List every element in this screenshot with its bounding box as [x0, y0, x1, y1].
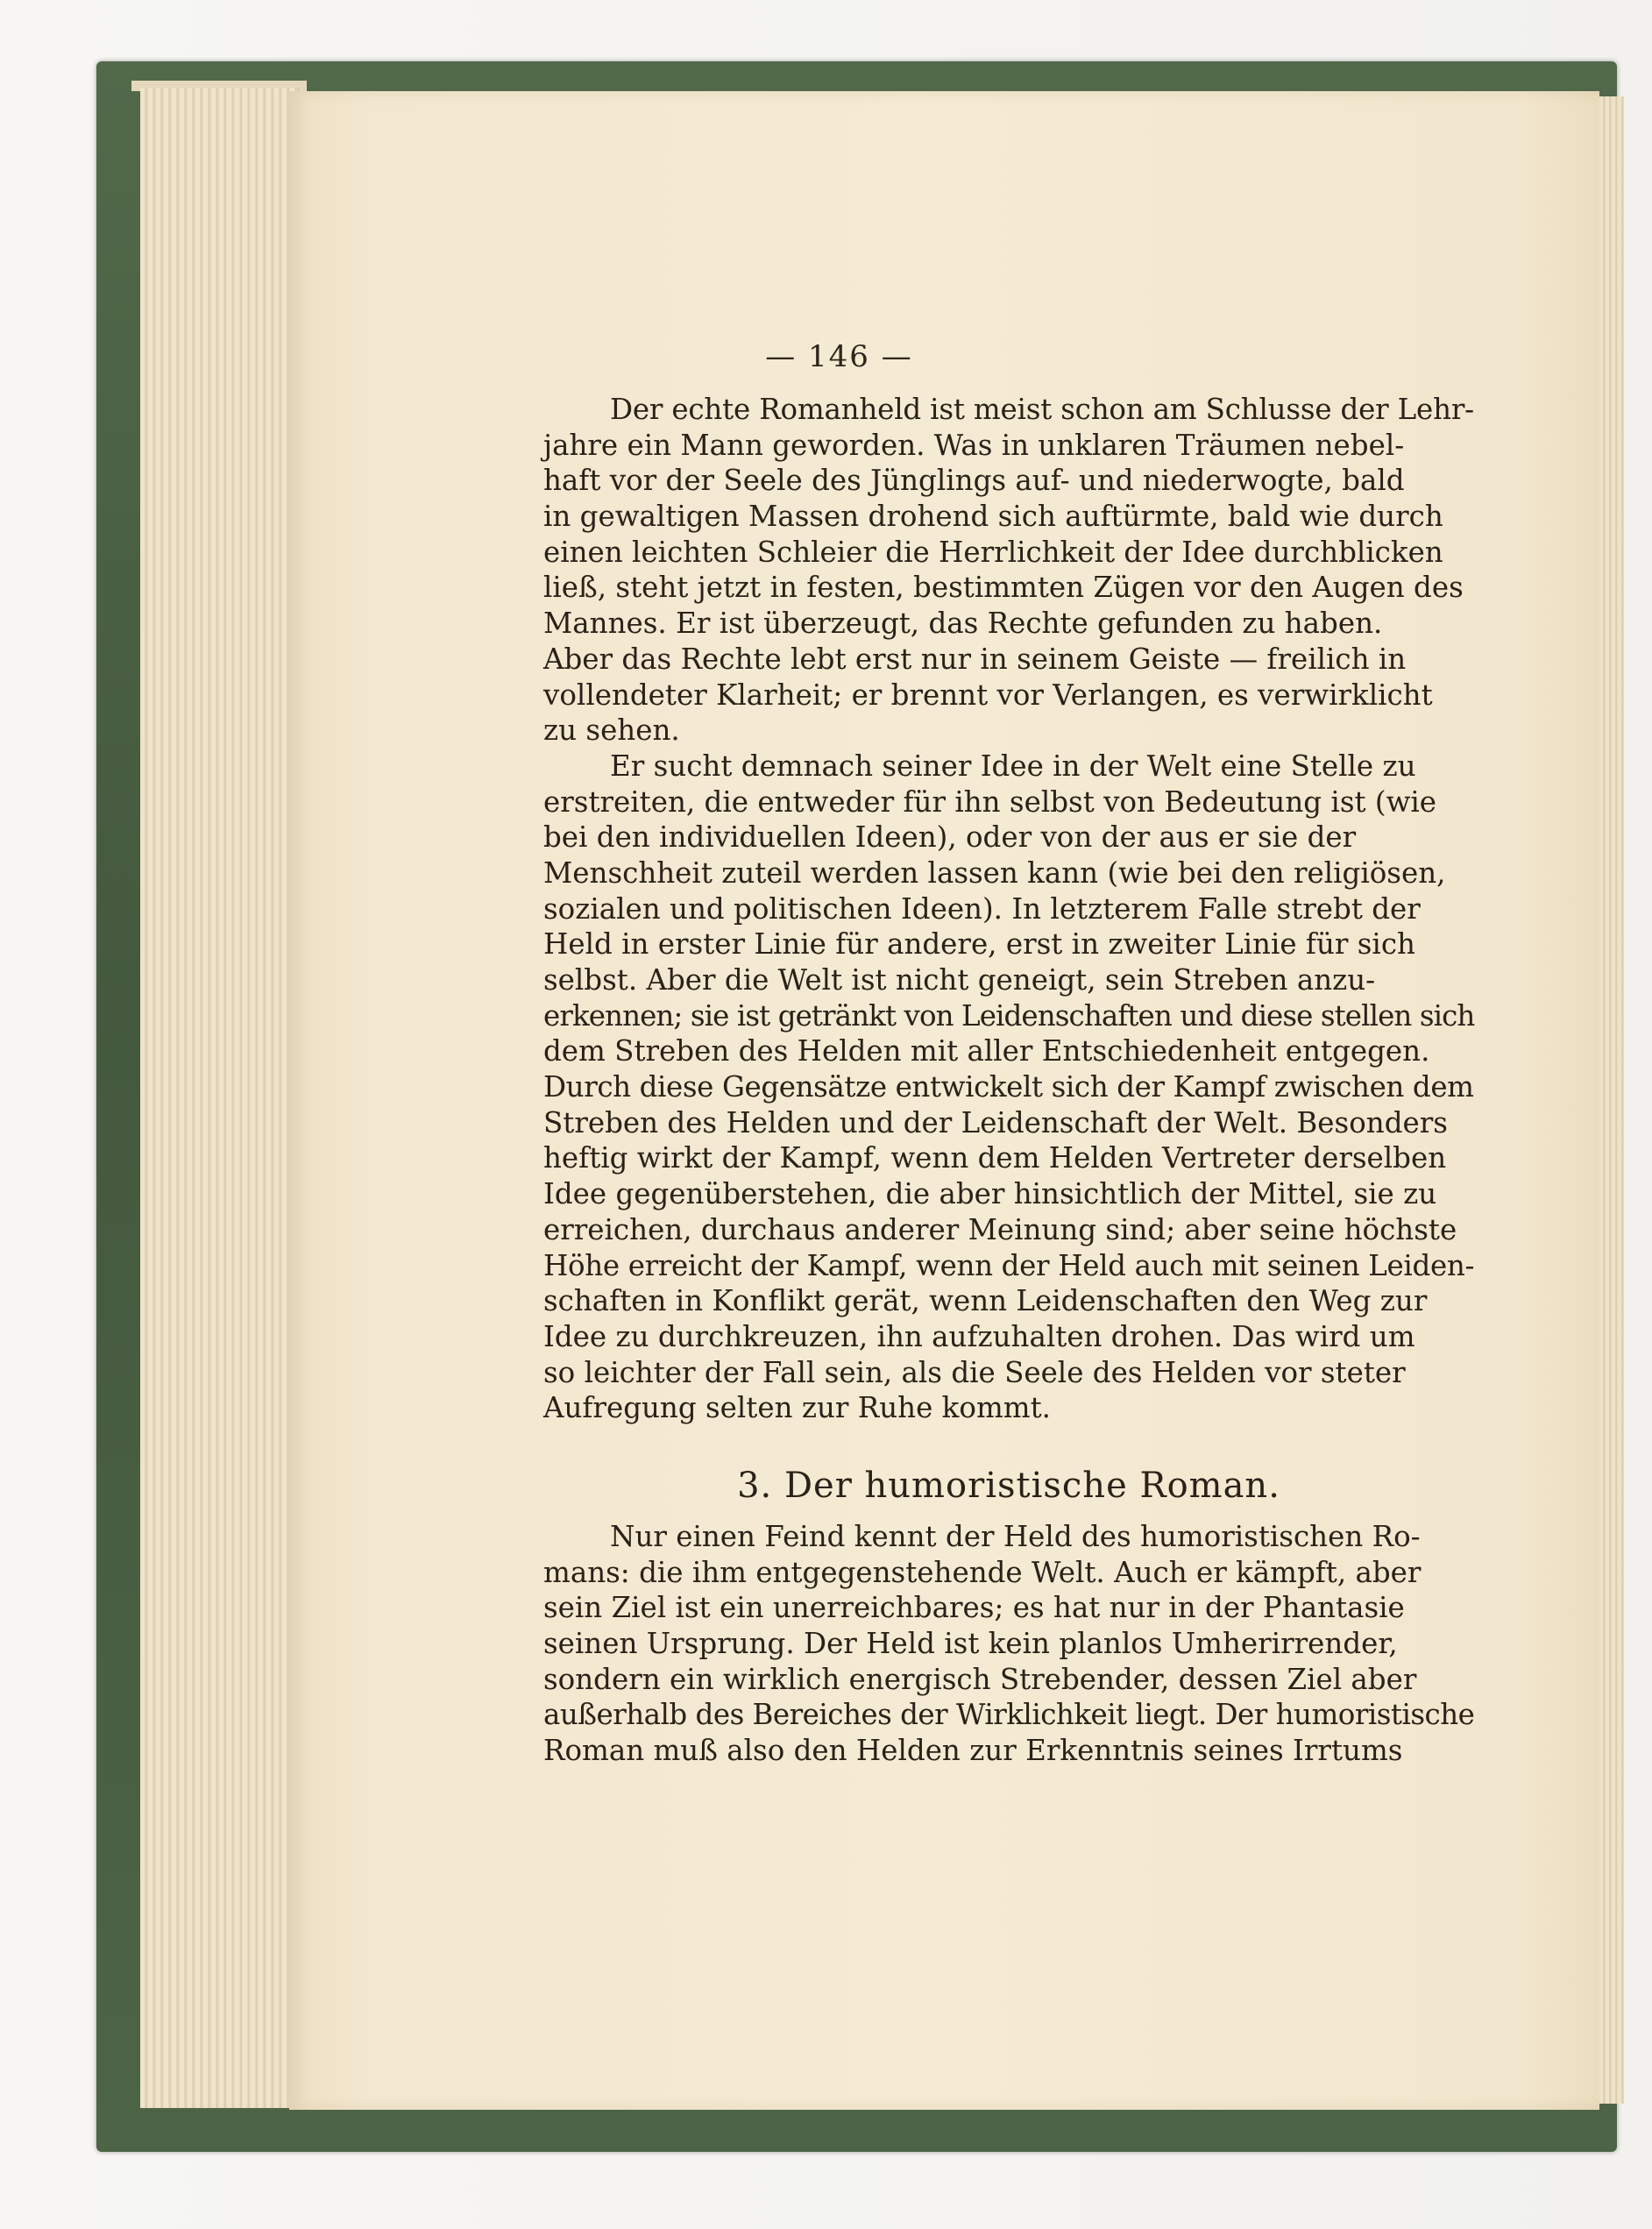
- section-heading: 3. Der humoristische Roman.: [737, 1465, 1280, 1506]
- text-line: Der echte Romanheld ist meist schon am Schlusse der Lehr-: [610, 393, 1474, 426]
- page-edges-right: [1599, 96, 1624, 2104]
- text-line: dem Streben des Helden mit aller Entschiedenheit entgegen.: [543, 1034, 1430, 1068]
- text-line: Aufregung selten zur Ruhe kommt.: [543, 1391, 1051, 1425]
- book-page: [289, 91, 1599, 2110]
- text-line: Er sucht demnach seiner Idee in der Welt eine Stelle zu: [610, 749, 1416, 783]
- text-line: haft vor der Seele des Jünglings auf- und niederwogte, bald: [543, 464, 1405, 498]
- text-line: Durch diese Gegensätze entwickelt sich der Kampf zwischen dem: [543, 1070, 1474, 1104]
- text-line: außerhalb des Bereiches der Wirklichkeit liegt. Der humoristische: [543, 1698, 1475, 1732]
- text-line: vollendeter Klarheit; er brennt vor Verlangen, es verwirklicht: [543, 678, 1433, 712]
- page-number: — 146 —: [765, 339, 913, 374]
- text-line: Idee zu durchkreuzen, ihn aufzuhalten drohen. Das wird um: [543, 1319, 1415, 1353]
- text-line: jahre ein Mann geworden. Was in unklaren Träumen nebel-: [543, 428, 1405, 462]
- text-line: Held in erster Linie für andere, erst in zweiter Linie für sich: [543, 927, 1415, 962]
- text-line: Mannes. Er ist überzeugt, das Rechte gefunden zu haben.: [543, 607, 1383, 641]
- text-line: erreichen, durchaus anderer Meinung sind; aber seine höchste: [543, 1212, 1457, 1246]
- text-line: einen leichten Schleier die Herrlichkeit der Idee durchblicken: [543, 535, 1443, 569]
- text-line: Aber das Rechte lebt erst nur in seinem Geiste — freilich in: [543, 642, 1407, 676]
- text-line: sondern ein wirklich energisch Strebender, dessen Ziel aber: [543, 1662, 1417, 1696]
- text-line: Roman muß also den Helden zur Erkenntnis seines Irrtums: [543, 1734, 1403, 1768]
- text-line: mans: die ihm entgegenstehende Welt. Auch er kämpft, aber: [543, 1555, 1422, 1589]
- text-line: Höhe erreicht der Kampf, wenn der Held auch mit seinen Leiden-: [543, 1248, 1475, 1282]
- text-line: selbst. Aber die Welt ist nicht geneigt, sein Streben anzu-: [543, 963, 1376, 997]
- text-line: zu sehen.: [543, 713, 680, 748]
- text-line: sozialen und politischen Ideen). In letzterem Falle strebt der: [543, 891, 1421, 926]
- text-line: schaften in Konflikt gerät, wenn Leidenschaften den Weg zur: [543, 1284, 1428, 1318]
- text-line: Nur einen Feind kennt der Held des humoristischen Ro-: [610, 1519, 1421, 1553]
- text-line: ließ, steht jetzt in festen, bestimmten Zügen vor den Augen des: [543, 571, 1464, 605]
- text-line: sein Ziel ist ein unerreichbares; es hat nur in der Phantasie: [543, 1591, 1405, 1625]
- text-line: seinen Ursprung. Der Held ist kein planlos Umherirrender,: [543, 1627, 1398, 1660]
- page-edges-left: [140, 88, 299, 2108]
- text-line: heftig wirkt der Kampf, wenn dem Helden Vertreter derselben: [543, 1141, 1447, 1175]
- text-line: so leichter der Fall sein, als die Seele des Helden vor steter: [543, 1355, 1406, 1389]
- text-line: erkennen; sie ist getränkt von Leidenschaften und diese stellen sich: [543, 998, 1475, 1033]
- text-line: erstreiten, die entweder für ihn selbst von Bedeutung ist (wie: [543, 784, 1437, 819]
- text-line: Menschheit zuteil werden lassen kann (wie bei den religiösen,: [543, 855, 1446, 890]
- page-text: [543, 392, 1474, 1769]
- text-line: in gewaltigen Massen drohend sich auftürmte, bald wie durch: [543, 500, 1443, 534]
- text-line: Idee gegenüberstehen, die aber hinsichtlich der Mittel, sie zu: [543, 1177, 1437, 1211]
- text-line: bei den individuellen Ideen), oder von der aus er sie der: [543, 820, 1357, 855]
- text-line: Streben des Helden und der Leidenschaft der Welt. Besonders: [543, 1105, 1448, 1139]
